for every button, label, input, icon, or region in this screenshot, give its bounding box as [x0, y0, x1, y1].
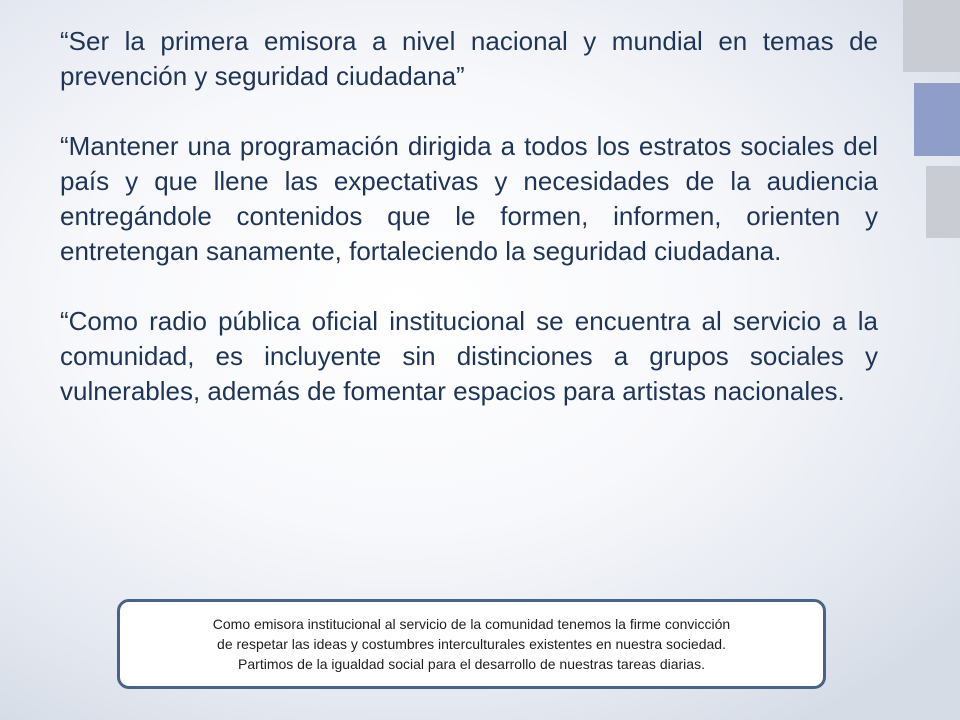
vision-paragraph: “Ser la primera emisora a nivel nacional y mundial en temas de prevención y seguridad ciudadana”: [60, 26, 878, 91]
service-paragraph: “Como radio pública oficial institucional se encuentra al servicio a la comunidad, es incluyente sin distinciones a grupos sociales y vulnerables, además de fomentar espacios para artistas nacionales.: [60, 306, 878, 406]
slide-body: [60, 24, 878, 409]
note-callout-box: [117, 599, 826, 689]
mission-paragraph: “Mantener una programación dirigida a todos los estratos sociales del país y que llene las expectativas y necesidades de la audiencia entregándole contenidos que le formen, informen, orienten y entretengan sanamente, fortaleciendo la seguridad ciudadana.: [60, 131, 878, 266]
note-text: Como emisora institucional al servicio de la comunidad tenemos la firme convicción de respetar las ideas y costumbres interculturales existentes en nuestra sociedad. Partimos de la igualdad social para el desarrollo de nuestras tareas diarias.: [212, 616, 731, 672]
decorative-square-top: [903, 0, 960, 72]
decorative-square-accent: [914, 83, 960, 156]
decorative-square-bottom: [926, 166, 960, 238]
